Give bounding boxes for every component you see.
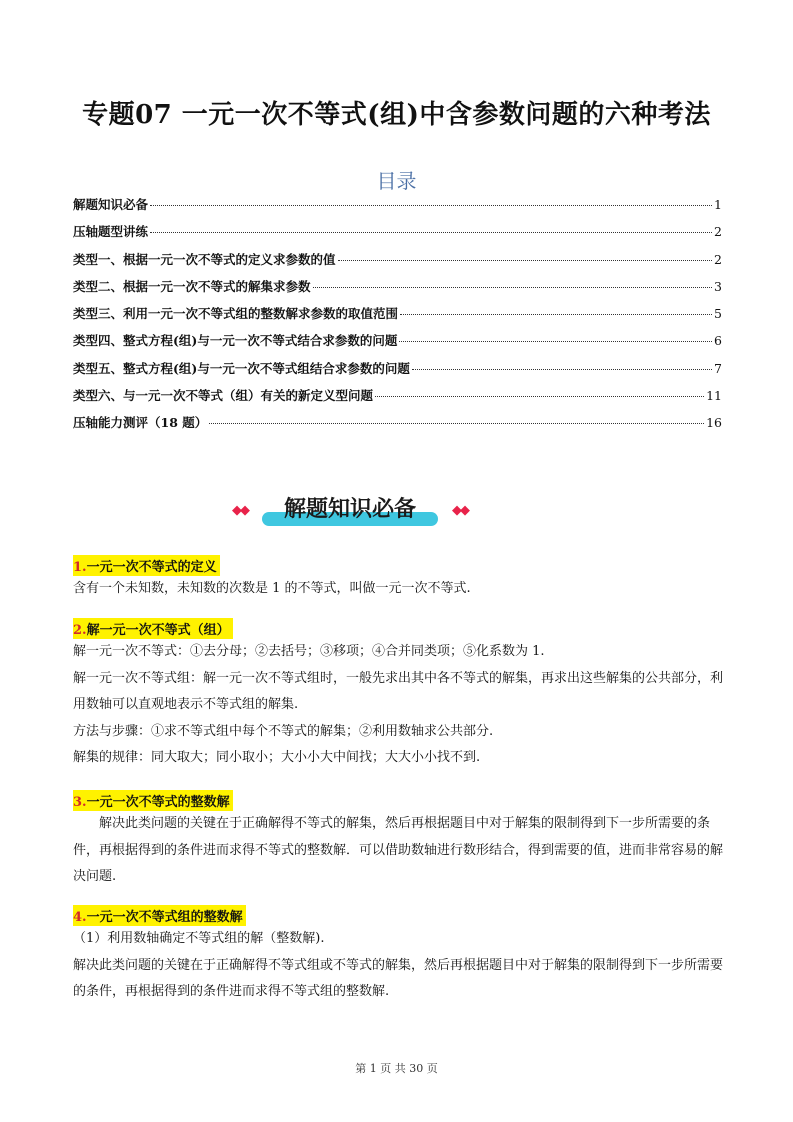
- paragraph: 解集的规律：同大取大；同小取小；大小小大中间找；大大小小找不到.: [73, 750, 481, 765]
- page-footer: 第 1 页 共 30 页: [355, 1062, 438, 1075]
- section-heading-text: 一元一次不等式组的整数解: [86, 910, 243, 925]
- document-title: 专题07 一元一次不等式(组)中含参数问题的六种考法: [82, 100, 711, 130]
- paragraph: 解一元一次不等式组：解一元一次不等式组时，一般先求出其中各不等式的解集，再求出这些解集的公共部分，利用数轴可以直观地表示不等式组的解集.: [73, 670, 724, 712]
- toc-entry[interactable]: [73, 222, 722, 249]
- toc-leader-dots: [412, 369, 712, 370]
- toc-entry[interactable]: [73, 359, 722, 386]
- section-heading: [73, 555, 220, 576]
- toc-entry-label: 压轴题型讲练: [73, 224, 149, 240]
- toc-entry-label: 类型三、利用一元一次不等式组的整数解求参数的取值范围: [73, 306, 399, 322]
- knowledge-section: [73, 618, 723, 772]
- toc-entry-page: 16: [706, 415, 722, 431]
- toc-entry-label: 类型五、整式方程(组)与一元一次不等式组结合求参数的问题: [73, 360, 410, 376]
- paragraph: 方法与步骤：①求不等式组中每个不等式的解集；②利用数轴求公共部分.: [73, 723, 494, 739]
- toc-leader-dots: [399, 341, 712, 342]
- section-heading-text: 一元一次不等式的定义: [86, 560, 217, 575]
- toc-entry-page: 1: [714, 197, 722, 212]
- toc-entry-label: 类型六、与一元一次不等式（组）有关的新定义型问题: [73, 388, 374, 404]
- section-number: 4.: [73, 910, 87, 925]
- section-number: 1.: [73, 560, 87, 575]
- knowledge-section: [73, 555, 723, 603]
- paragraph: 解一元一次不等式：①去分母；②去括号；③移项；④合并同类项；⑤化系数为 1.: [73, 644, 545, 659]
- toc-entry-page: 2: [714, 224, 722, 240]
- section-heading-text: 解一元一次不等式（组）: [86, 623, 230, 638]
- toc-entry-page: 11: [706, 388, 722, 404]
- section-banner: [230, 492, 470, 530]
- toc-leader-dots: [150, 232, 712, 233]
- toc-entry-page: 5: [714, 306, 722, 322]
- toc-entry-label: 类型四、整式方程(组)与一元一次不等式结合求参数的问题: [73, 333, 398, 349]
- toc-heading: 目录: [376, 169, 417, 193]
- banner-text: 解题知识必备: [283, 497, 416, 522]
- section-number: 2.: [73, 623, 87, 638]
- toc-entry[interactable]: [73, 331, 722, 358]
- diamond-icon: ◆◆: [232, 503, 248, 518]
- section-heading: [73, 618, 233, 639]
- paragraph: （1）利用数轴确定不等式组的解（整数解).: [73, 931, 325, 946]
- table-of-contents: [73, 195, 722, 441]
- diamond-icon: ◆◆: [452, 503, 468, 518]
- toc-entry-page: 6: [714, 333, 722, 349]
- toc-entry-page: 7: [714, 360, 722, 376]
- knowledge-section: [73, 790, 723, 891]
- toc-entry[interactable]: [73, 386, 722, 413]
- toc-entry-label: 类型二、根据一元一次不等式的解集求参数: [73, 278, 311, 294]
- toc-entry[interactable]: [73, 304, 722, 331]
- toc-leader-dots: [375, 396, 704, 397]
- toc-leader-dots: [150, 205, 712, 206]
- toc-leader-dots: [209, 423, 704, 424]
- section-heading: [73, 790, 233, 811]
- toc-entry-label: 压轴能力测评（18 题）: [73, 415, 208, 431]
- toc-leader-dots: [400, 314, 712, 315]
- toc-entry[interactable]: [73, 250, 722, 277]
- toc-entry-page: 2: [714, 251, 722, 267]
- paragraph: 解决此类问题的关键在于正确解得不等式组或不等式的解集，然后再根据题目中对于解集的限制得到下一步所需要的条件，再根据得到的条件进而求得不等式组的整数解.: [73, 957, 724, 999]
- paragraph: 解决此类问题的关键在于正确解得不等式的解集，然后再根据题目中对于解集的限制得到下一步所需要的条件，再根据得到的条件进而求得不等式的整数解．可以借助数轴进行数形结合，得到需要的值，进而非常容易的解决问题.: [73, 816, 724, 884]
- toc-entry-page: 3: [714, 278, 722, 294]
- section-heading: [73, 905, 246, 926]
- knowledge-section: [73, 905, 723, 1006]
- toc-leader-dots: [338, 260, 713, 261]
- toc-entry-label: 解题知识必备: [73, 197, 149, 212]
- toc-entry[interactable]: [73, 277, 722, 304]
- section-heading-text: 一元一次不等式的整数解: [86, 795, 230, 810]
- toc-leader-dots: [313, 287, 713, 288]
- section-number: 3.: [73, 795, 87, 810]
- toc-entry[interactable]: [73, 413, 722, 440]
- toc-entry[interactable]: [73, 195, 722, 222]
- toc-entry-label: 类型一、根据一元一次不等式的定义求参数的值: [73, 251, 336, 267]
- paragraph: 含有一个未知数，未知数的次数是 1 的不等式，叫做一元一次不等式.: [73, 581, 471, 596]
